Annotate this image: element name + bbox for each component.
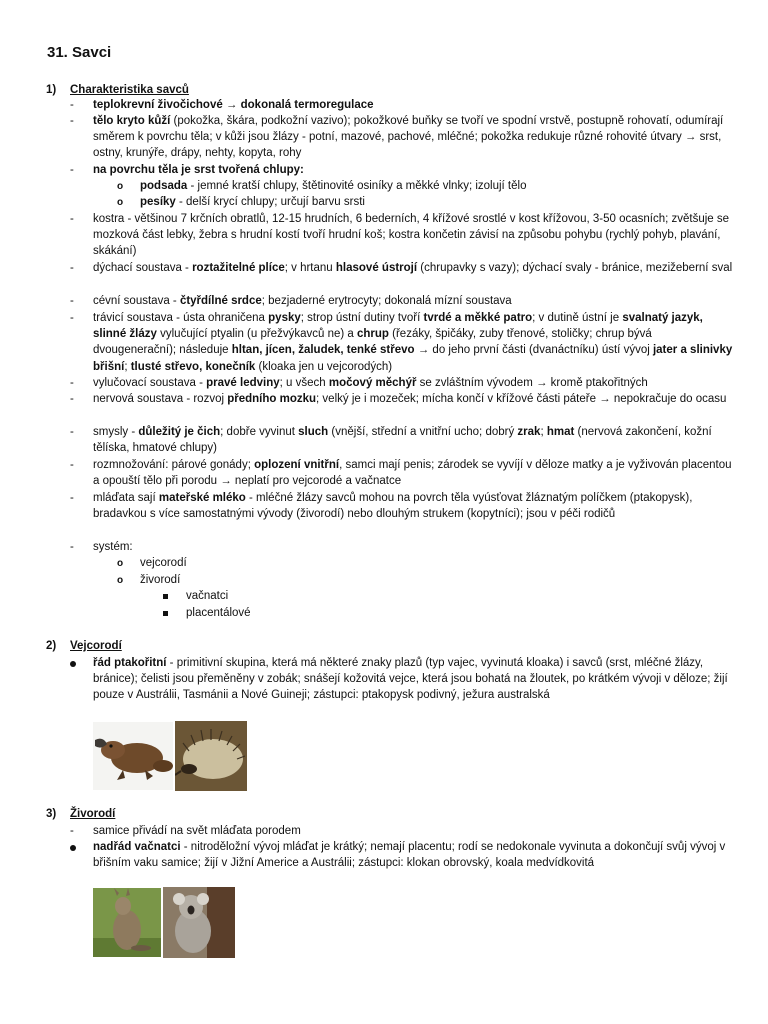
section-heading: Charakteristika savců: [70, 84, 189, 96]
list-item: rozmnožování: párové gonády; oplození vnitřní, samci mají penis; zárodek se vyvíjí v děloze matky a je vyživován placentou a opouští tělo při porodu → neplatí pro vejcorodé a vačnatce: [93, 459, 732, 488]
list-item: na povrchu těla je srst tvořená chlupy:: [93, 164, 304, 176]
sub-sub-list-item: placentálové: [186, 607, 251, 619]
wallaby-photo: [93, 888, 161, 957]
circle-bullet: o: [117, 197, 124, 208]
circle-bullet: o: [117, 558, 124, 569]
list-item: samice přivádí na svět mláďata porodem: [93, 825, 301, 837]
platypus-photo: [93, 722, 173, 790]
list-item: systém:: [93, 541, 133, 553]
list-item: trávicí soustava - ústa ohraničena pysky; strop ústní dutiny tvoří tvrdé a měkké patro; v dutině ústní je svalnatý jazyk, slinné žlázy vylučující ptyalin (u přežvýkavců ne) a chrup (řezáky, špičáky, zuby třenové, stoličky; chrup bývá dvougenerační); následuje hltan, jícen, žaludek, tenké střevo → do jeho první části (dvanáctníku) ústí vývoj jater a slinivky břišní; tlusté střevo, konečník (kloaka jen u vejcorodých): [93, 312, 733, 373]
list-item: cévní soustava - čtyřdílné srdce; bezjaderné erytrocyty; dokonalá mízní soustava: [93, 295, 512, 307]
sub-sub-list-item: vačnatci: [186, 590, 229, 602]
dash-bullet: -: [70, 825, 74, 837]
list-item: nervová soustava - rozvoj předního mozku; velký je i mozeček; mícha končí v křížové části páteře → nepokračuje do ocasu: [93, 393, 727, 405]
dash-bullet: -: [70, 459, 74, 471]
square-bullet: [163, 594, 168, 599]
sub-list-item: podsada - jemné kratší chlupy, štětinovité osiníky a měkké vlnky; izolují tělo: [140, 180, 527, 192]
circle-bullet: o: [117, 181, 124, 192]
section-heading: Živorodí: [70, 808, 116, 820]
list-item: mláďata sají mateřské mléko - mléčné žlázy savců mohou na povrch těla vyúsťovat žláznatým políčkem (ptakopysk), bradavkou s více samostatnými vývody (živorodí) nebo dlouhým strukem (kopytníci); jsou v péči rodičů: [93, 492, 693, 521]
section-number: 1): [46, 84, 57, 96]
circle-bullet: o: [117, 575, 124, 586]
section-number: 3): [46, 808, 57, 820]
list-item: tělo kryto kůží (pokožka, škára, podkožní vazivo); pokožkové buňky se tvoří ve spodní vrstvě, postupně rohovatí, odumírají směrem k povrchu těla; v kůži jsou žlázy - potní, mazové, pachové, mléčné; pokožka redukuje různé rohovité útvary → srst, ostny, krunýře, drápy, nehty, kopyta, rohy: [93, 115, 724, 160]
dash-bullet: -: [70, 377, 74, 389]
list-item: smysly - důležitý je čich; dobře vyvinut sluch (vnější, střední a vnitřní ucho; dobrý zrak; hmat (nervová zakončení, kožní tělíska, hmatové chlupy): [93, 426, 712, 455]
dash-bullet: -: [70, 492, 74, 504]
dash-bullet: -: [70, 164, 74, 176]
sub-list-item: pesíky - delší krycí chlupy; určují barvu srsti: [140, 196, 365, 208]
dash-bullet: -: [70, 115, 74, 127]
dash-bullet: -: [70, 262, 74, 274]
list-item: teplokrevní živočichové → dokonalá termoregulace: [93, 99, 374, 111]
round-bullet: [70, 845, 76, 851]
list-item: nadřád vačnatci - nitroděložní vývoj mláďat je krátký; nemají placentu; rodí se nedokonale vyvinuta a dokončují svůj vývoj v břišním vaku samice; žijí v Jižní Americe a Austrálii; zástupci: klokan obrovský, koala medvídkovitá: [93, 841, 726, 870]
dash-bullet: -: [70, 393, 74, 405]
list-item: řád ptakořitní - primitivní skupina, která má některé znaky plazů (typ vajec, vyvinutá kloaka) i savců (srst, mléčné žlázy, bránice); čelisti jsou přeměněny v zobák; snášejí kožovitá vejce, která jsou bohatá na žloutek, po krátkém vývoji v děloze; žijí pouze v Austrálii, Tasmánii a Nové Guineji; zástupci: ptakopysk podivný, ježura australská: [93, 657, 728, 702]
dash-bullet: -: [70, 426, 74, 438]
sub-list-item: živorodí: [140, 574, 181, 586]
list-item: kostra - většinou 7 krčních obratlů, 12-15 hrudních, 6 bederních, 4 křížové srostlé v kost křížovou, 3-50 ocasních; zvětšuje se mozková část lebky, žebra s hrudní kostí tvoří hrudní koš; kostra končetin závisí na způsobu pohybu (rychlý pohyb, plavání, skákání): [93, 213, 730, 258]
section-number: 2): [46, 640, 57, 652]
round-bullet: [70, 661, 76, 667]
koala-photo: [163, 887, 235, 958]
dash-bullet: -: [70, 541, 74, 553]
list-item: vylučovací soustava - pravé ledviny; u všech močový měchýř se zvláštním vývodem → kromě ptakořitných: [93, 377, 648, 389]
dash-bullet: -: [70, 99, 74, 111]
dash-bullet: -: [70, 213, 74, 225]
echidna-photo: [175, 721, 247, 791]
dash-bullet: -: [70, 312, 74, 324]
dash-bullet: -: [70, 295, 74, 307]
page-title: 31. Savci: [47, 44, 112, 61]
section-heading: Vejcorodí: [70, 640, 122, 652]
sub-list-item: vejcorodí: [140, 557, 187, 569]
list-item: dýchací soustava - roztažitelné plíce; v hrtanu hlasové ústrojí (chrupavky s vazy); dýchací svaly - bránice, mezižeberní sval: [93, 262, 733, 274]
square-bullet: [163, 611, 168, 616]
